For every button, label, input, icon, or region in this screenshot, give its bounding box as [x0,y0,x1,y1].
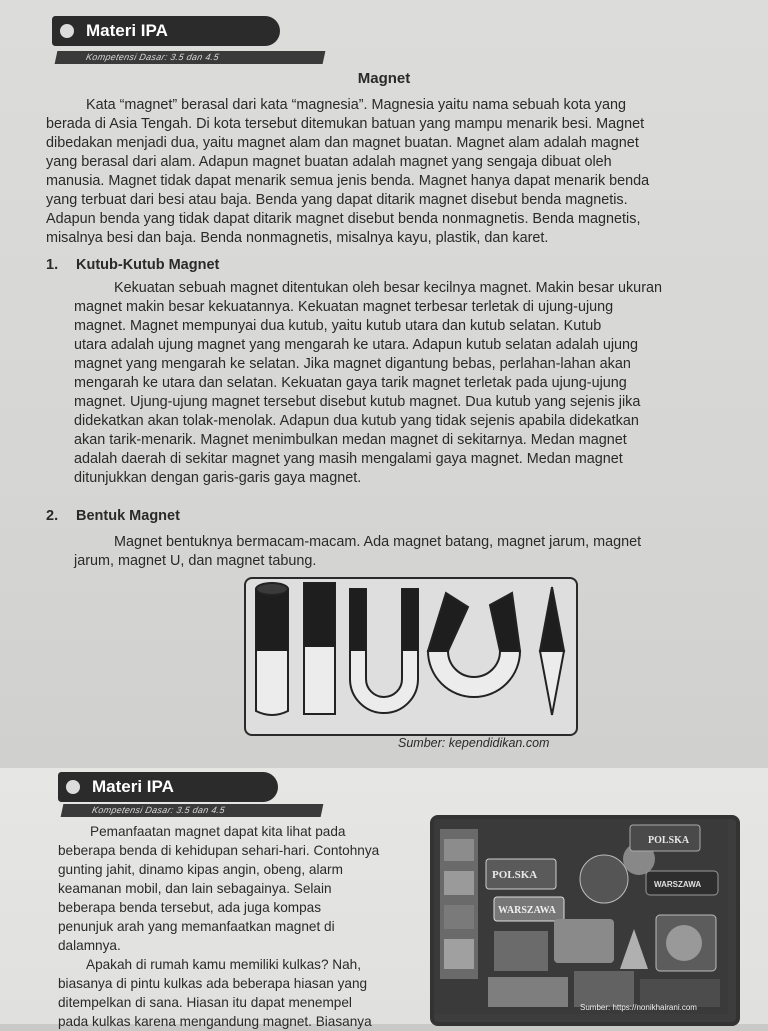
text-line: magnet makin besar kekuatannya. Kekuatan magnet terbesar terletak di ujung-ujung [74,299,614,315]
section-heading-text: Bentuk Magnet [76,508,180,524]
text-line: dibedakan menjadi dua, yaitu magnet alam dan magnet buatan. Magnet alam adalah magnet [46,135,639,151]
section-number: 2. [46,508,59,524]
fridge-magnets-illustration [434,819,728,1014]
text-line: ditempelkan di sana. Hiasan itu dapat menempel [58,995,352,1010]
text-line: Pemanfaatan magnet dapat kita lihat pada [90,824,346,839]
photo-label: POLSKA [648,835,690,846]
header-pill [58,772,278,802]
text-line: manusia. Magnet tidak dapat menarik semua jenis benda. Magnet hanya dapat menarik benda [46,173,650,189]
horseshoe-magnet-icon [428,593,520,697]
page-2-paragraph [58,822,420,1031]
text-line: jarum, magnet U, dan magnet tabung. [74,553,317,569]
text-line: Apakah di rumah kamu memiliki kulkas? Nah, [86,957,362,972]
photo-label: WARSZAWA [654,880,702,889]
header-pill [52,16,280,46]
text-line: Kekuatan sebuah magnet ditentukan oleh besar kecilnya magnet. Makin besar ukuran [114,280,662,296]
text-line: dalamnya. [58,938,121,953]
text-line: gunting jahit, dinamo kipas angin, obeng, alarm [58,862,343,877]
competency-label: Kompetensi Dasar: 3.5 dan 4.5 [61,804,324,817]
text-line: utara adalah ujung magnet yang mengarah ke utara. Adapun kutub selatan adalah ujung [74,337,639,353]
text-line: ditunjukkan dengan garis-garis gaya magnet. [74,470,362,486]
text-line: akan tarik-menarik. Magnet menimbulkan medan magnet di sekitarnya. Medan magnet [74,432,627,448]
section-title: Magnet [357,70,411,87]
section-2-heading [46,508,180,524]
needle-magnet-icon [540,587,564,715]
text-line: adalah daerah di sekitar magnet yang masih mengalami gaya magnet. Medan magnet [74,451,623,467]
header-title: Materi IPA [86,21,168,40]
text-line: keamanan mobil, dan lain sebagainya. Selain [58,881,332,896]
section-2-paragraph [74,533,742,571]
text-line: berada di Asia Tengah. Di kota tersebut ditemukan batuan yang mampu menarik besi. Magnet [46,116,645,132]
photo-source: Sumber: https://nonikhairani.com [580,1003,697,1012]
section-1-paragraph [74,279,738,488]
figure-source: Sumber: kependidikan.com [398,736,550,750]
text-line: didekatkan akan tolak-menolak. Adapun dua kutub yang tidak sejenis apabila didekatkan [74,413,639,429]
text-line: biasanya di pintu kulkas ada beberapa hiasan yang [58,976,368,991]
u-magnet-icon [350,589,418,713]
text-line: pada kulkas karena mengandung magnet. Biasanya [58,1014,372,1029]
text-line: beberapa benda tersebut, ada juga kompas [58,900,322,915]
photo-label: POLSKA [492,869,538,881]
text-line: yang berasal dari alam. Adapun magnet buatan adalah magnet yang sengaja dibuat oleh [46,154,612,170]
photo-label: WARSZAWA [498,905,556,916]
cylinder-magnet-icon [256,583,288,715]
fridge-magnets-photo [430,815,740,1026]
competency-label: Kompetensi Dasar: 3.5 dan 4.5 [55,51,326,64]
text-line: magnet. Magnet mempunyai dua kutub, yaitu kutub utara dan kutub selatan. Kutub [74,318,602,334]
magnet-shapes-figure [244,577,578,736]
text-line: beberapa benda di kehidupan sehari-hari. Contohnya [58,843,380,858]
bar-magnet-icon [304,583,335,714]
bullet-icon [60,24,74,38]
text-line: mengarah ke utara dan selatan. Kekuatan gaya tarik magnet terletak pada ujung-ujung [74,375,627,391]
text-line: magnet yang mengarah ke selatan. Jika magnet digantung bebas, perlahan-lahan akan [74,356,631,372]
section-number: 1. [46,257,59,273]
text-line: Kata “magnet” berasal dari kata “magnesia”. Magnesia yaitu nama sebuah kota yang [86,97,626,113]
magnet-shapes-illustration [246,579,576,734]
text-line: magnet. Ujung-ujung magnet tersebut disebut kutub magnet. Dua kutub yang sejenis jika [74,394,641,410]
text-line: Adapun benda yang tidak dapat ditarik magnet disebut benda nonmagnetis. Benda magnetis, [46,211,641,227]
intro-paragraph [46,96,736,248]
header-title: Materi IPA [92,777,174,796]
text-line: yang terbuat dari besi atau baja. Benda yang dapat ditarik magnet disebut benda magnetis. [46,192,628,208]
section-heading-text: Kutub-Kutub Magnet [76,257,220,273]
text-line: Magnet bentuknya bermacam-macam. Ada magnet batang, magnet jarum, magnet [114,534,642,550]
text-line: penunjuk arah yang memanfaatkan magnet di [58,919,335,934]
section-1-heading [46,257,219,273]
bullet-icon [66,780,80,794]
text-line: misalnya besi dan baja. Benda nonmagnetis, misalnya kayu, plastik, dan karet. [46,230,549,246]
